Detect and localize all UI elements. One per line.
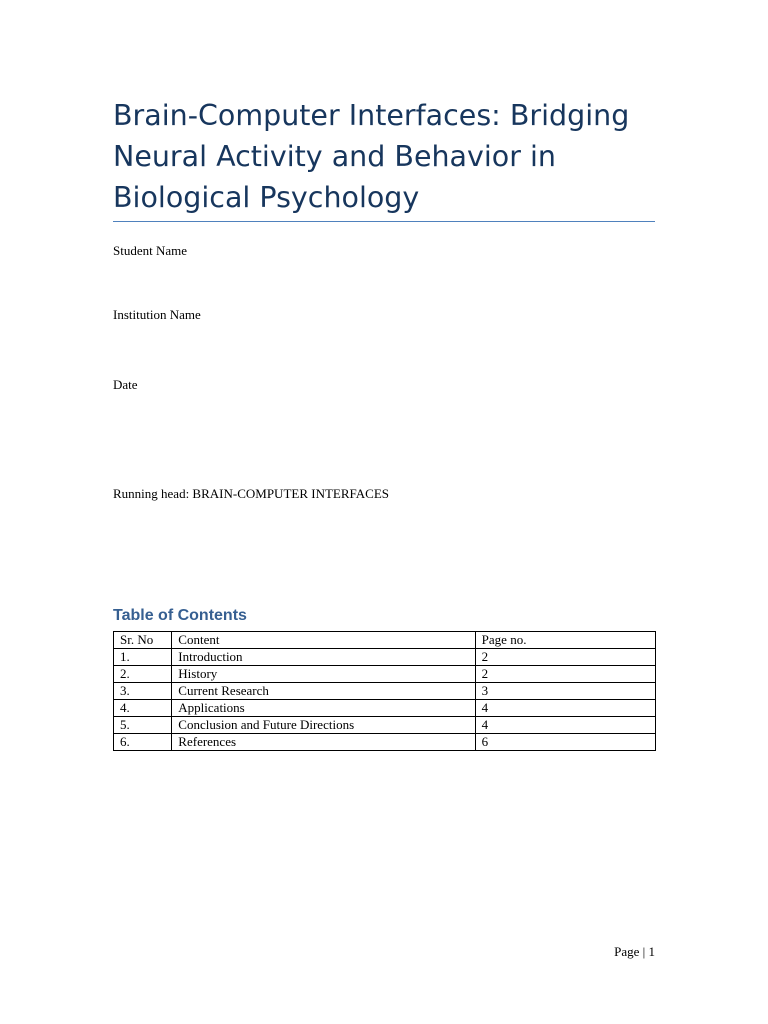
- toc-number: 2.: [114, 666, 172, 683]
- toc-column-header: Sr. No: [114, 632, 172, 649]
- date: Date: [113, 377, 138, 392]
- toc-page: 2: [475, 666, 655, 683]
- toc-number: 3.: [114, 683, 172, 700]
- toc-page: 6: [475, 734, 655, 751]
- document-title: Brain-Computer Interfaces: Bridging Neural Activity and Behavior in Biological Psychology: [113, 99, 630, 214]
- toc-content: Current Research: [172, 683, 475, 700]
- toc-number: 5.: [114, 717, 172, 734]
- toc-page: 3: [475, 683, 655, 700]
- institution-name: Institution Name: [113, 307, 201, 322]
- toc-content: References: [172, 734, 475, 751]
- toc-column-header: Content: [172, 632, 475, 649]
- toc-number: 6.: [114, 734, 172, 751]
- toc-header-row: [114, 632, 656, 649]
- toc-content: History: [172, 666, 475, 683]
- running-head: Running head: BRAIN-COMPUTER INTERFACES: [113, 486, 390, 501]
- toc-content: Introduction: [172, 649, 475, 666]
- toc-page: 4: [475, 700, 655, 717]
- toc-heading: Table of Contents: [113, 607, 247, 624]
- toc-row: [114, 666, 656, 683]
- toc-column-header: Page no.: [475, 632, 655, 649]
- toc-table: [113, 631, 656, 751]
- toc-page: 4: [475, 717, 655, 734]
- toc-row: [114, 734, 656, 751]
- toc-content: Applications: [172, 700, 475, 717]
- toc-number: 4.: [114, 700, 172, 717]
- page-number: Page | 1: [614, 944, 655, 959]
- toc-row: [114, 649, 656, 666]
- toc-row: [114, 700, 656, 717]
- student-name: Student Name: [113, 243, 188, 258]
- toc-number: 1.: [114, 649, 172, 666]
- toc-row: [114, 683, 656, 700]
- title-underline: [113, 221, 655, 222]
- toc-row: [114, 717, 656, 734]
- toc-content: Conclusion and Future Directions: [172, 717, 475, 734]
- toc-page: 2: [475, 649, 655, 666]
